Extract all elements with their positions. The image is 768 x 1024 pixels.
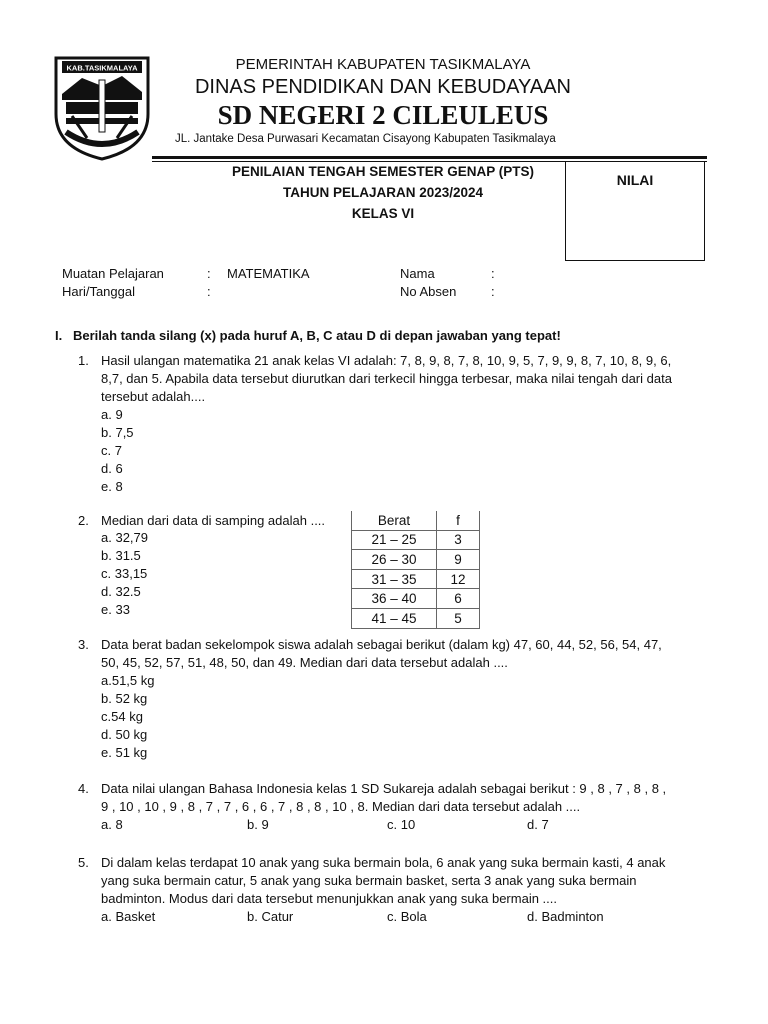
- school-address: JL. Jantake Desa Purwasari Kecamatan Cisayong Kabupaten Tasikmalaya: [175, 133, 556, 145]
- option-b[interactable]: b. 7,5: [101, 425, 134, 440]
- department-name: DINAS PENDIDIKAN DAN KEBUDAYAAN: [194, 76, 571, 98]
- question-5-line-3: badminton. Modus dari data tersebut menunjukkan anak yang suka bermain ....: [101, 891, 557, 906]
- table-row: 21 – 25 3: [352, 530, 480, 550]
- section-instruction: Berilah tanda silang (x) pada huruf A, B, C atau D di depan jawaban yang tepat!: [73, 328, 561, 343]
- option-e[interactable]: e. 51 kg: [101, 745, 148, 760]
- question-3-number: 3.: [78, 637, 89, 652]
- question-3-line-1: Data berat badan sekelompok siswa adalah sebagai berikut (dalam kg) 47, 60, 44, 52, 56, 54, 47,: [101, 637, 662, 652]
- option-a[interactable]: a. 8: [101, 817, 123, 832]
- table-header-row: [352, 511, 480, 530]
- question-2-number: 2.: [78, 513, 89, 528]
- score-label: NILAI: [616, 172, 654, 188]
- absen-label: No Absen: [400, 284, 457, 299]
- exam-class: KELAS VI: [351, 206, 415, 221]
- option-d[interactable]: d. 32.5: [101, 584, 141, 599]
- header-divider: [152, 156, 707, 159]
- question-2-text: Median dari data di samping adalah ....: [101, 513, 326, 528]
- weight-frequency-table: [351, 511, 480, 629]
- option-a[interactable]: a. 9: [101, 407, 123, 422]
- question-3-options: [101, 672, 155, 762]
- question-4-line-2: 9 , 10 , 10 , 9 , 8 , 7 , 7 , 6 , 6 , 7 , 8 , 8 , 10 , 8. Median dari data tersebut adalah ....: [101, 799, 581, 814]
- option-a[interactable]: a. 32,79: [101, 530, 149, 545]
- table-row: 36 – 40 6: [352, 589, 480, 609]
- option-b[interactable]: b. Catur: [247, 909, 294, 924]
- option-e[interactable]: e. 8: [101, 479, 123, 494]
- subject-label: Muatan Pelajaran: [62, 266, 164, 281]
- question-1-options: [101, 406, 134, 496]
- question-3-line-2: 50, 45, 52, 57, 51, 48, 50, dan 49. Median dari data tersebut adalah ....: [101, 655, 508, 670]
- question-1-number: 1.: [78, 353, 89, 368]
- question-4-number: 4.: [78, 781, 89, 796]
- name-colon: :: [491, 266, 495, 281]
- option-d[interactable]: d. 6: [101, 461, 123, 476]
- option-b[interactable]: b. 31.5: [101, 548, 141, 563]
- header-berat: Berat: [352, 511, 437, 530]
- name-label: Nama: [400, 266, 435, 281]
- date-colon: :: [207, 284, 211, 299]
- subject-colon: :: [207, 266, 211, 281]
- option-b[interactable]: b. 9: [247, 817, 269, 832]
- option-e[interactable]: e. 33: [101, 602, 130, 617]
- question-1-line-1: Hasil ulangan matematika 21 anak kelas VI adalah: 7, 8, 9, 8, 7, 8, 10, 9, 5, 7, 9, 9, 8, 7, 10, 8, 9, 6,: [101, 353, 672, 368]
- option-d[interactable]: d. 7: [527, 817, 549, 832]
- option-d[interactable]: d. 50 kg: [101, 727, 148, 742]
- question-4-line-1: Data nilai ulangan Bahasa Indonesia kelas 1 SD Sukareja adalah sebagai berikut : 9 , 8 , 7 , 8 , 8 ,: [101, 781, 667, 796]
- question-1-line-3: tersebut adalah....: [101, 389, 206, 404]
- header-f: f: [437, 511, 480, 530]
- option-b[interactable]: b. 52 kg: [101, 691, 148, 706]
- table-row: 26 – 30 9: [352, 550, 480, 570]
- option-a[interactable]: a. Basket: [101, 909, 156, 924]
- option-a[interactable]: a.51,5 kg: [101, 673, 155, 688]
- option-c[interactable]: c. 10: [387, 817, 416, 832]
- score-box: [565, 161, 705, 261]
- option-c[interactable]: c. 7: [101, 443, 122, 458]
- question-2-options: [101, 529, 148, 619]
- question-1-line-2: 8,7, dan 5. Apabila data tersebut diurutkan dari terkecil hingga terbesar, maka nilai tengah dari data: [101, 371, 672, 386]
- question-5-line-2: yang suka bermain catur, 5 anak yang suka bermain basket, serta 3 anak yang suka bermain: [101, 873, 637, 888]
- absen-colon: :: [491, 284, 495, 299]
- option-c[interactable]: c. Bola: [387, 909, 427, 924]
- subject-value: MATEMATIKA: [227, 266, 310, 281]
- section-number: I.: [55, 328, 63, 343]
- question-5-number: 5.: [78, 855, 89, 870]
- table-row: 31 – 35 12: [352, 569, 480, 589]
- option-c[interactable]: c. 33,15: [101, 566, 148, 581]
- logo-caption: KAB.TASIKMALAYA: [66, 63, 138, 73]
- question-5-line-1: Di dalam kelas terdapat 10 anak yang suka bermain bola, 6 anak yang suka bermain kasti, 4 anak: [101, 855, 666, 870]
- exam-year: TAHUN PELAJARAN 2023/2024: [282, 185, 484, 200]
- government-name: PEMERINTAH KABUPATEN TASIKMALAYA: [235, 56, 531, 73]
- table-row: 41 – 45 5: [352, 608, 480, 628]
- option-c[interactable]: c.54 kg: [101, 709, 143, 724]
- date-label: Hari/Tanggal: [62, 284, 135, 299]
- exam-title: PENILAIAN TENGAH SEMESTER GENAP (PTS): [231, 164, 535, 179]
- option-d[interactable]: d. Badminton: [527, 909, 604, 924]
- school-name: SD NEGERI 2 CILEULEUS: [217, 100, 549, 130]
